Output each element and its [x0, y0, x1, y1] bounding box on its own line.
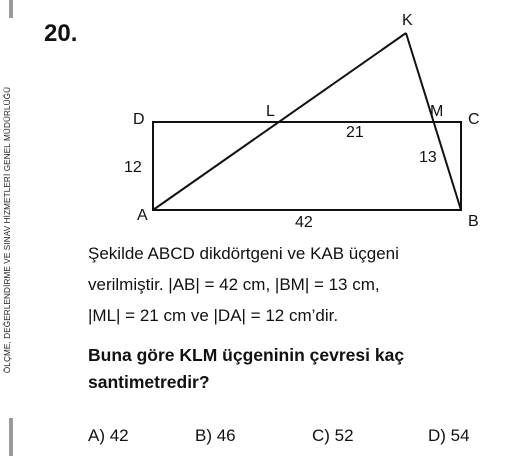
- answer-options: [0, 426, 524, 450]
- question-body: [88, 238, 498, 331]
- option-d[interactable]: D) 54: [428, 426, 470, 445]
- label-a: A: [137, 207, 148, 224]
- label-b: B: [468, 213, 479, 230]
- body-line: verilmiştir. |AB| = 42 cm, |BM| = 13 cm,: [88, 275, 380, 294]
- question-number: 20.: [44, 20, 78, 47]
- prompt-line: santimetredir?: [88, 372, 210, 392]
- body-line: |ML| = 21 cm ve |DA| = 12 cm’dir.: [88, 306, 339, 325]
- measure-bm: 13: [419, 149, 437, 166]
- sidebar-text: ÖLÇME, DEĞERLENDİRME VE SINAV HİZMETLERİ GENEL MÜDÜRLÜĞÜ: [3, 86, 12, 374]
- measure-ab: 42: [295, 214, 313, 231]
- label-m: M: [430, 103, 444, 120]
- label-k: K: [402, 12, 413, 29]
- label-c: C: [468, 111, 480, 128]
- label-d: D: [133, 111, 145, 128]
- measure-da: 12: [124, 159, 142, 176]
- option-a[interactable]: A) 42: [88, 426, 129, 445]
- rectangle-abcd: [153, 122, 461, 210]
- option-b[interactable]: B) 46: [195, 426, 236, 445]
- option-c[interactable]: C) 52: [312, 426, 354, 445]
- question-prompt: [88, 342, 404, 396]
- body-line: Şekilde ABCD dikdörtgeni ve KAB üçgeni: [88, 244, 399, 263]
- prompt-line: Buna göre KLM üçgeninin çevresi kaç: [88, 345, 405, 365]
- label-l: L: [266, 103, 275, 120]
- measure-ml: 21: [346, 124, 364, 141]
